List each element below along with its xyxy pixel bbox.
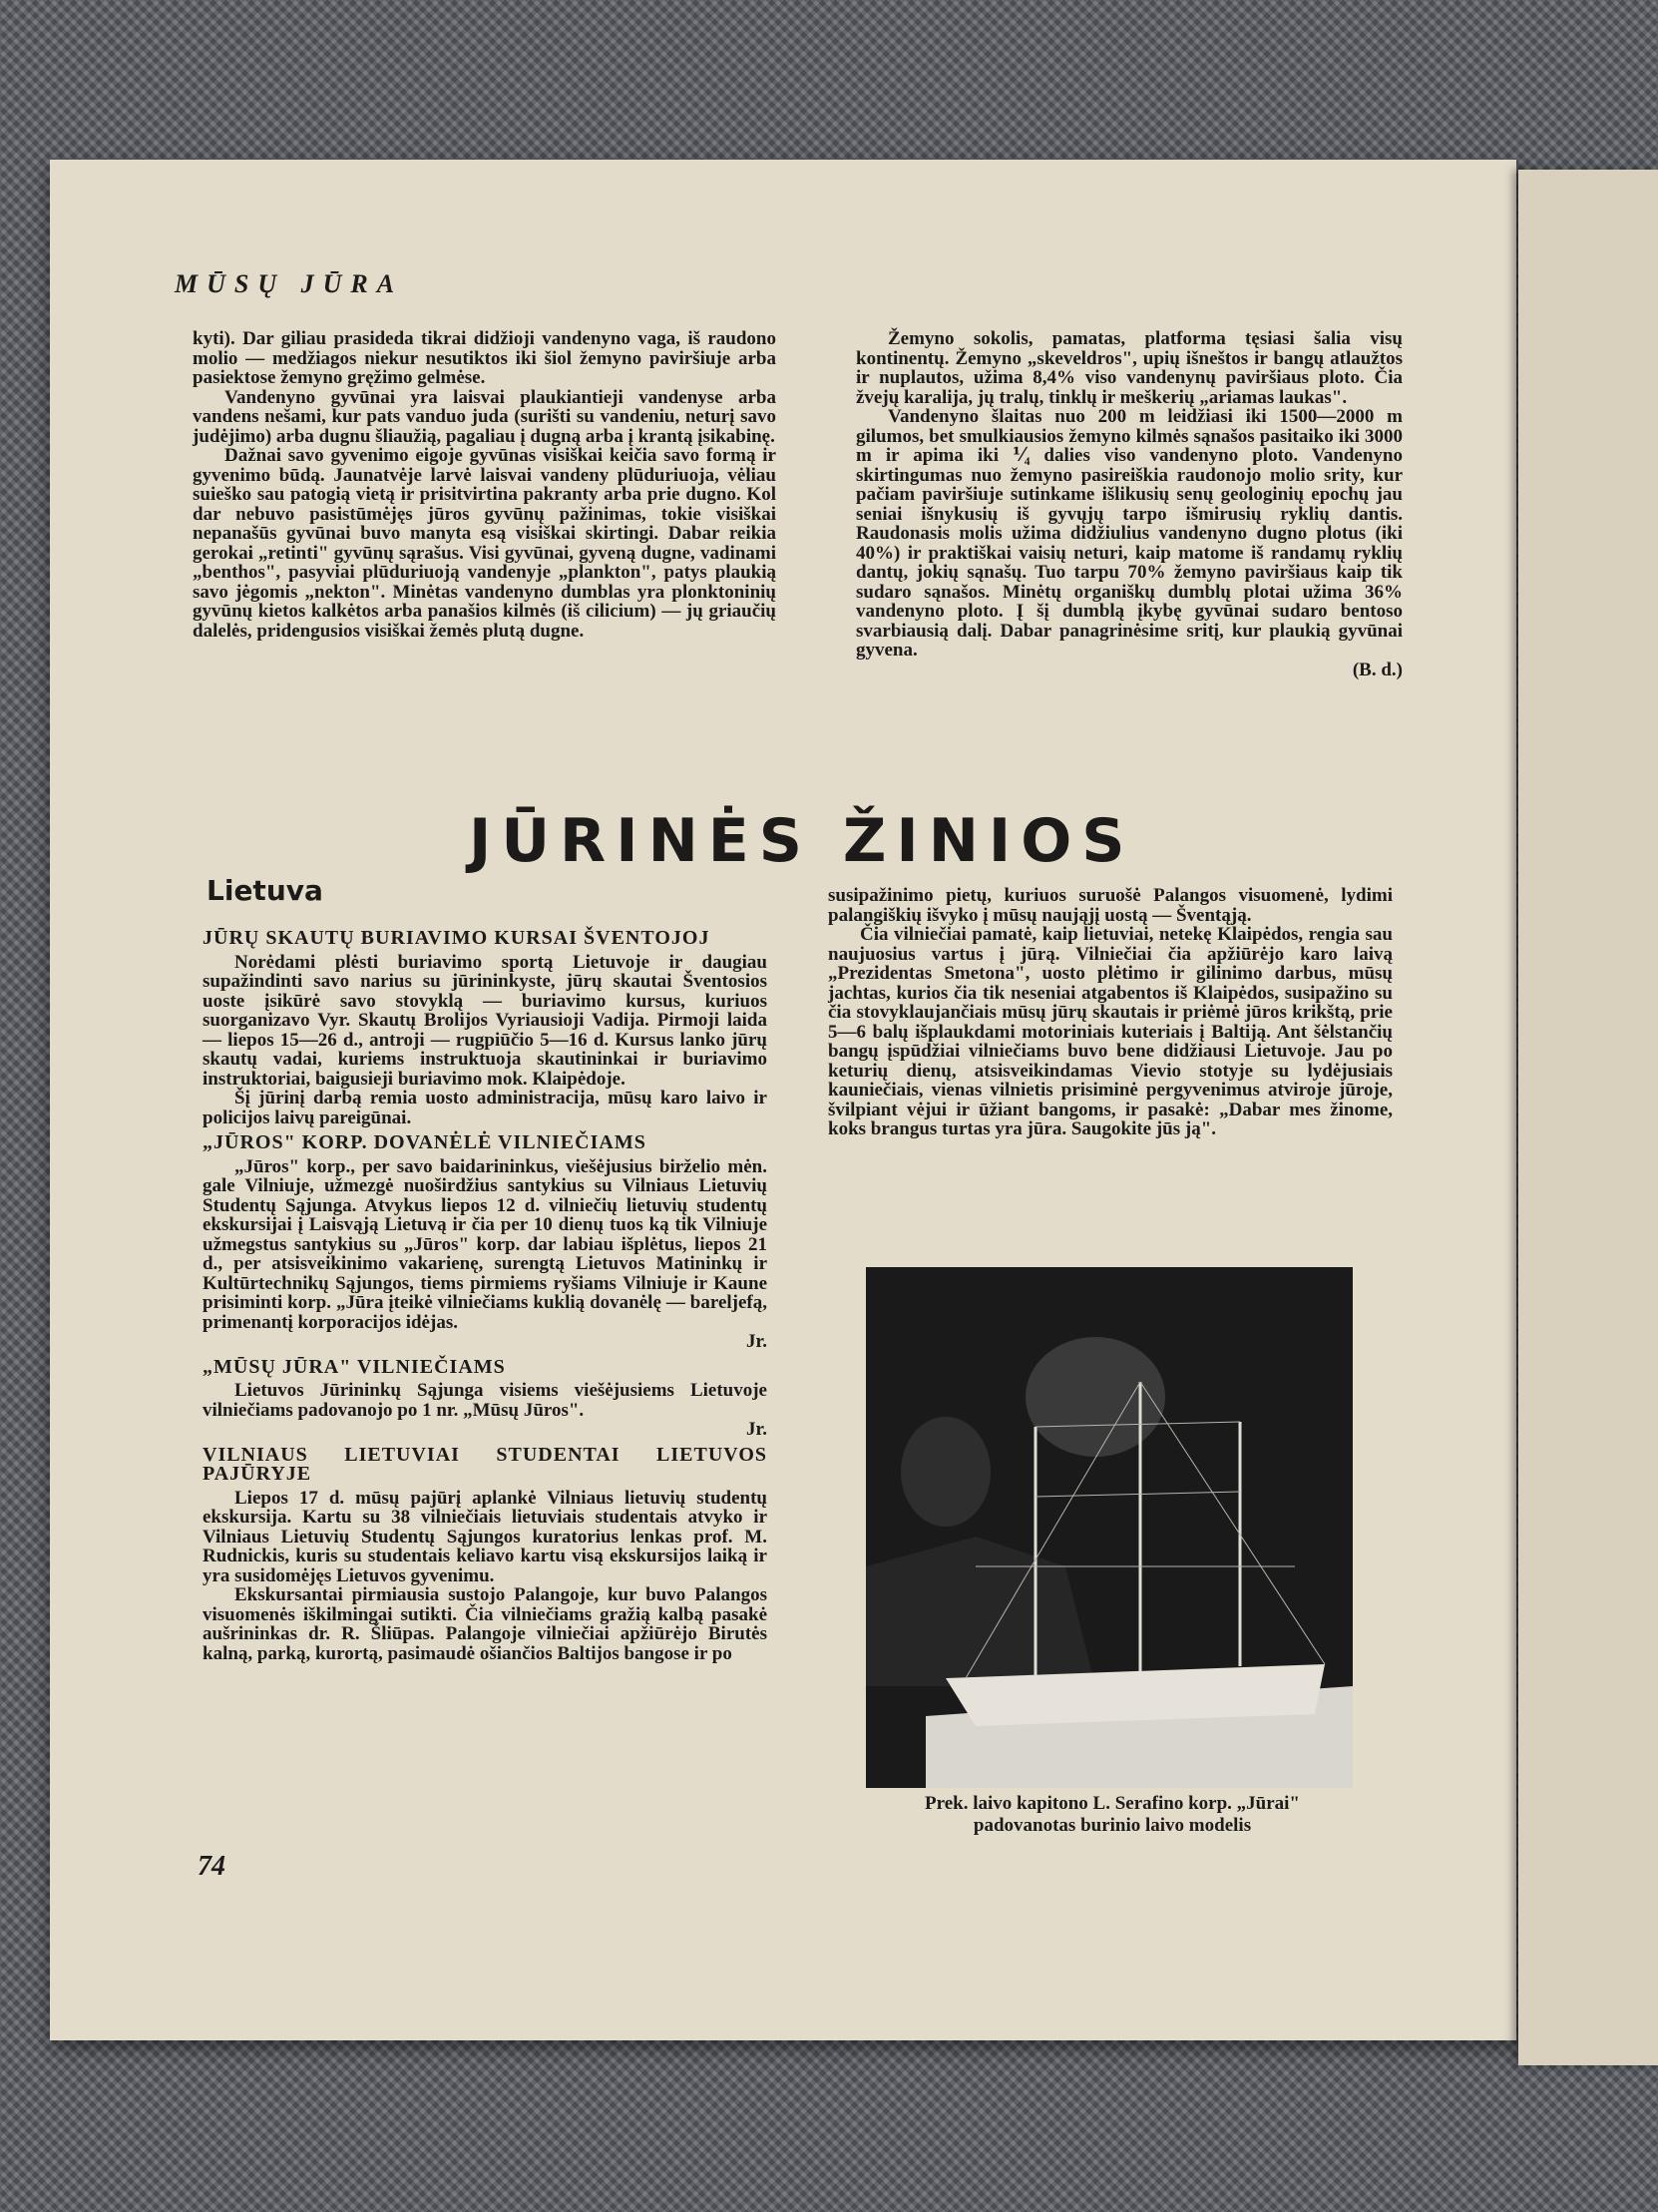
news-left-column <box>203 923 767 1663</box>
article-signature: Jr. <box>746 1331 767 1352</box>
paragraph: Šį jūrinį darbą remia uosto administracija, mūsų karo laivo ir policijos laivų pareigūnai. <box>203 1088 767 1128</box>
paragraph: Ekskursantai pirmiausia sustojo Palangoje, kur buvo Palangos visuomenės iškilmingai sutikti. Čia vilniečiams gražią kalbą pasakė aušrininkas dr. R. Šliūpas. Palangoje vilniečiai apžiūrėjo Birutės kalną, parką, kurortą, pasimaudė ošiančios Baltijos bangose ir po <box>203 1584 767 1664</box>
article-signature: Jr. <box>746 1419 767 1440</box>
top-left-column <box>193 329 776 641</box>
photo-illustration <box>866 1267 1353 1788</box>
paragraph: Žemyno sokolis, pamatas, platforma tęsiasi šalia visų kontinentų. Žemyno „skeveldros", upių išneštos ir bangų atlaužtos ir nuplautos, užima 8,4% viso vandenynų paviršiaus ploto. Čia žvejų karalija, jų tralų, tinklų ir meškerių „ariamas laukas". <box>856 328 1403 408</box>
top-right-column <box>856 329 1403 679</box>
photo-caption-line-1: Prek. laivo kapitono L. Serafino korp. „Jūrai" <box>925 1793 1300 1814</box>
photo-caption-line-2: padovanotas burinio laivo modelis <box>973 1815 1252 1836</box>
ship-model-photo <box>866 1267 1353 1788</box>
article-title: „MŪSŲ JŪRA" VILNIEČIAMS <box>203 1355 506 1378</box>
running-header: MŪSŲ JŪRA <box>175 269 404 298</box>
paragraph: Lietuvos Jūrininkų Sąjunga visiems viešėjusiems Lietuvoje vilniečiams padovanojo po 1 nr. „Mūsų Jūros". <box>203 1380 767 1421</box>
next-page-edge <box>1518 170 1658 2065</box>
paragraph: Vandenyno gyvūnai yra laisvai plaukiantieji vandenyse arba vandens nešami, kur pats vanduo juda (surišti su vandeniu, neturį savo judėjimo) arba dugnu šliaužią, pagaliau į dugną arba į krantą įsikabinę. <box>193 386 776 447</box>
section-heading: Lietuva <box>207 874 323 907</box>
news-right-column <box>828 886 1393 1139</box>
paragraph: Norėdami plėsti buriavimo sportą Lietuvoje ir daugiau supažindinti savo narius su jūrininkyste, jūrų skautai Šventosios uoste įsikūrė savo stovyklą — buriavimo kursus, kuriuos suorganizavo Vyr. Skautų Brolijos Vyriausioji Vadija. Pirmoji laida — liepos 15—26 d., antroji — rugpiūčio 5—16 d. Kursus lanko jūrų skautų vadai, kuriems instruktuoja skautininkai ir buriavimo instruktoriai, baigusieji buriavimo mok. Klaipėdoje. <box>203 951 767 1090</box>
paragraph: „Jūros" korp., per savo baidarininkus, viešėjusius birželio mėn. gale Vilniuje, užmezgė nuoširdžius santykius su Vilniaus Lietuvių Studentų Sąjunga. Atvykus liepos 12 d. vilniečių lietuvių studentų ekskursijai į Laisvąją Lietuvą ir čia per 10 dienų tuos ką tik Vilniuje užmegstus santykius su „Jūros" korp. dar labiau išplėtus, liepos 21 d., per atsisveikinimo vakarienę, surengtą Lietuvos Matininkų ir Kultūrtechnikų Sąjungos, tiems pirmiems ryšiams Vilniuje ir Kaune prisiminti korp. „Jūra įteikė vilniečiams kuklią dovanėlę — bareljefą, primenantį korporacijos idėjas. <box>203 1155 767 1333</box>
article-title: JŪRŲ SKAUTŲ BURIAVIMO KURSAI ŠVENTOJOJ <box>203 927 710 949</box>
paragraph: Vandenyno šlaitas nuo 200 m leidžiasi iki 1500—2000 m gilumos, bet smulkiausios žemyno kilmės sąnašos pasitaiko iki 3000 m ir apima iki ⅟₄ dalies viso vandenyno ploto. Vandenyno skirtingumas nuo žemyno pasireiškia raudonojo molio srity, kur pačiam paviršiuje sutinkame išlikusių senų geologinių epochų jau seniai išnykusių iš gyvųjų tarpo išmirusių ryklių dantis. Raudonasis molis užima didžiulius vandenyno dugno plotus (iki 40%) ir praktiškai vaisių neturi, kaip matome iš randamų ryklių dantų, jokių sąnašų. Tuo tarpu 70% žemyno paviršiaus kaip tik sudaro sąnašos. Minėtų organiškų dumblų plotai užima 36% vandenyno ploto. Į šį dumblą įkybę gyvūnai sudaro bentoso svarbiausią dalį. Dabar panagrinėsime sritį, kur plaukią gyvūnai gyvena. <box>856 406 1403 661</box>
photo-caption <box>853 1793 1372 1837</box>
article-title: „JŪROS" KORP. DOVANĖLĖ VILNIEČIAMS <box>203 1131 646 1153</box>
paragraph: Čia vilniečiai pamatė, kaip lietuviai, netekę Klaipėdos, rengia sau naujuosius vartus į jūrą. Vilniečiai čia apžiūrėjo karo laivą „Prezidentas Smetona", uosto plėtimo ir gilinimo darbus, mūsų jachtas, kurios čia tik neseniai atgabentos iš Klaipėdos, susipažino su čia stovyklaujančiais mūsų jūrų skautais ir priėmė jūros krikštą, prie 5—6 balų išplaukdami motoriniais kuteriais į Baltiją. Ant šėlstančių bangų įspūdžiai vilniečiams buvo bene didžiausi Lietuvoje. Jau po keturių dienų, atsisveikindamas Vievio stotyje su lydėjusiais kauniečiais, vienas vilnietis prisiminė pergyvenimus atviroje jūroje, švilpiant vėjui ir ūžiant bangoms, ir pasakė: „Dabar mes žinome, koks brangus turtas yra jūra. Saugokite jūs ją". <box>828 924 1393 1139</box>
article-title: VILNIAUS LIETUVIAI STUDENTAI LIETUVOS PAJŪRYJE <box>203 1443 767 1485</box>
paragraph: kyti). Dar giliau prasideda tikrai didžioji vandenyno vaga, iš raudono molio — medžiagos niekur nesutiktos iki šiol žemyno paviršiuje arba pasiektose žemyno gręžimo gelmėse. <box>193 328 776 388</box>
article-signature: (B. d.) <box>1352 659 1403 680</box>
paragraph: Liepos 17 d. mūsų pajūrį aplankė Vilniaus lietuvių studentų ekskursija. Kartu su 38 vilniečiais lietuviais studentais atvyko ir Vilniaus Lietuvių Studentų Sąjungos kuratorius lenkas prof. M. Rudnickis, kuris su studentais keliavo kartu visą ekskursijos laiką ir yra susidomėjęs Lietuvos gyvenimu. <box>203 1487 767 1586</box>
page-number: 74 <box>198 1851 225 1882</box>
main-title: JŪRINĖS ŽINIOS <box>469 806 1135 876</box>
paragraph: Dažnai savo gyvenimo eigoje gyvūnas visiškai keičia savo formą ir gyvenimo būdą. Jaunatvėje larvė laisvai vandeny plūduriuoja, vėliau suieško sau patogią vietą ir prisitvirtina pakranty arba prie dugno. Kol dar nebuvo pasistūmėjęs jūros gyvūnų pažinimas, tokie visiškai nepanašūs gyvūnai buvo manyta esą visiškai skirtingi. Dabar reikia gerokai „retinti" gyvūnų sąrašus. Visi gyvūnai, gyveną dugne, vadinami „benthos", pasyviai plūduriuoją vandenyje „plankton", patys plaukią savo jėgomis „nekton". Minėtas vandenyno dumblas yra plonktoninių gyvūnų kietos kalkėtos arba panašios kilmės (iš cilicium) — jų griaučių dalelės, pridengusios visiškai žemės plutą dugne. <box>193 445 776 642</box>
paragraph: susipažinimo pietų, kuriuos suruošė Palangos visuomenė, lydimi palangiškių išvyko į mūsų naująjį uostą — Šventąją. <box>828 885 1393 926</box>
